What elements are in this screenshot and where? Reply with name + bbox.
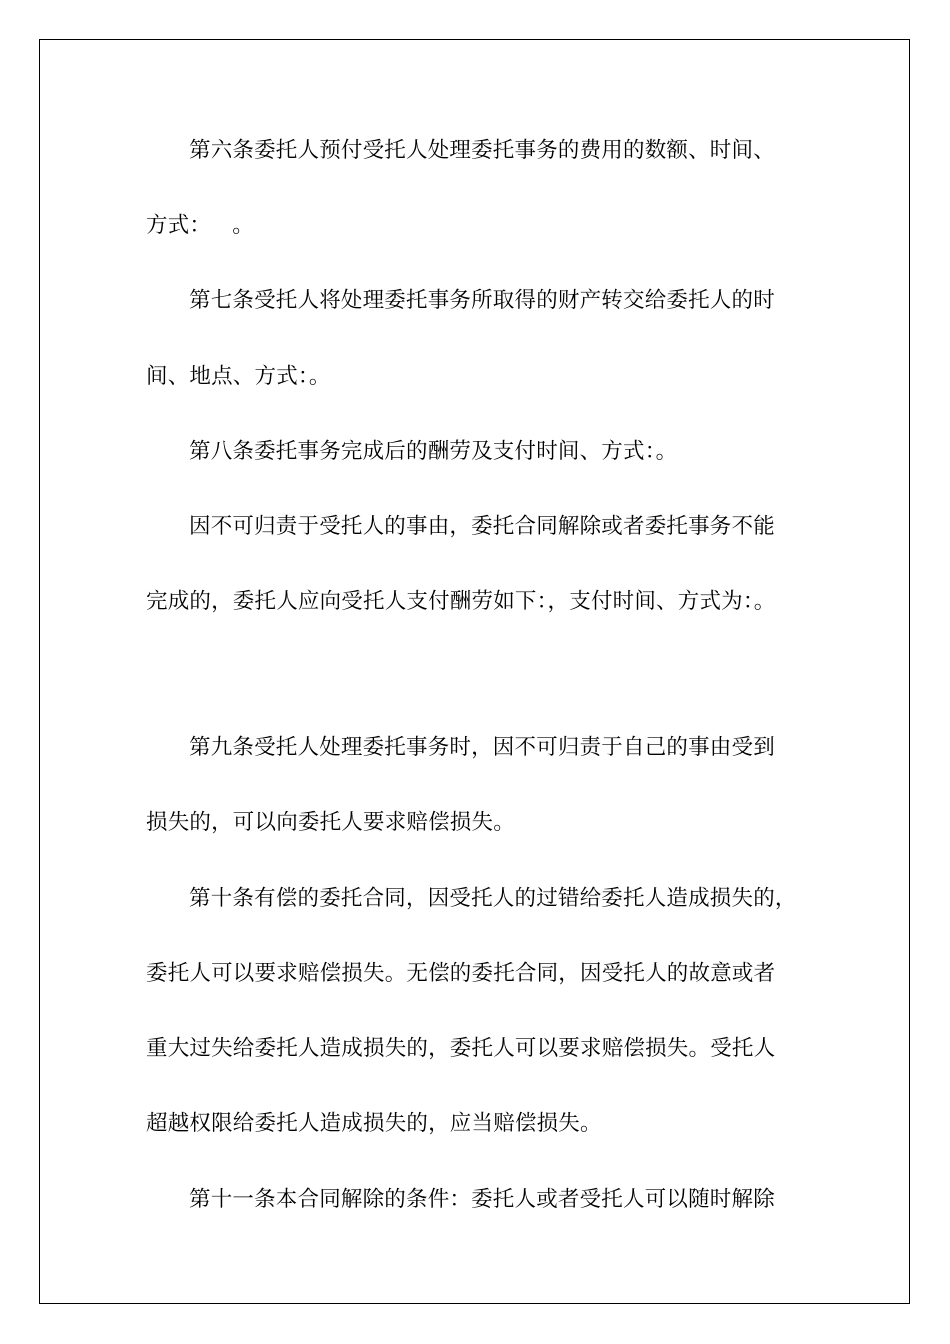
- text-line: 第八条委托事务完成后的酬劳及支付时间、方式：。: [189, 439, 678, 464]
- text-line: 第十条有偿的委托合同，因受托人的过错给委托人造成损失的，: [189, 886, 797, 911]
- text-line: 间、地点、方式：。: [146, 364, 331, 389]
- text-line: 重大过失给委托人造成损失的，委托人可以要求赔偿损失。受托人: [146, 1036, 776, 1061]
- text-line: 因不可归责于受托人的事由，委托合同解除或者委托事务不能: [189, 514, 775, 539]
- text-line: 第九条受托人处理委托事务时，因不可归责于自己的事由受到: [189, 735, 775, 760]
- text-line: 第六条委托人预付受托人处理委托事务的费用的数额、时间、: [189, 138, 775, 163]
- text-line: 第十一条本合同解除的条件：委托人或者受托人可以随时解除: [189, 1187, 775, 1212]
- text-line: 损失的，可以向委托人要求赔偿损失。: [146, 810, 515, 835]
- text-line: 方式： 。: [146, 213, 254, 238]
- text-line: 完成的，委托人应向受托人支付酬劳如下：，支付时间、方式为：。: [146, 589, 776, 614]
- text-line: 第七条受托人将处理委托事务所取得的财产转交给委托人的时: [189, 288, 775, 313]
- text-line: 超越权限给委托人造成损失的，应当赔偿损失。: [146, 1111, 602, 1136]
- text-line: 委托人可以要求赔偿损失。无偿的委托合同，因受托人的故意或者: [146, 961, 776, 986]
